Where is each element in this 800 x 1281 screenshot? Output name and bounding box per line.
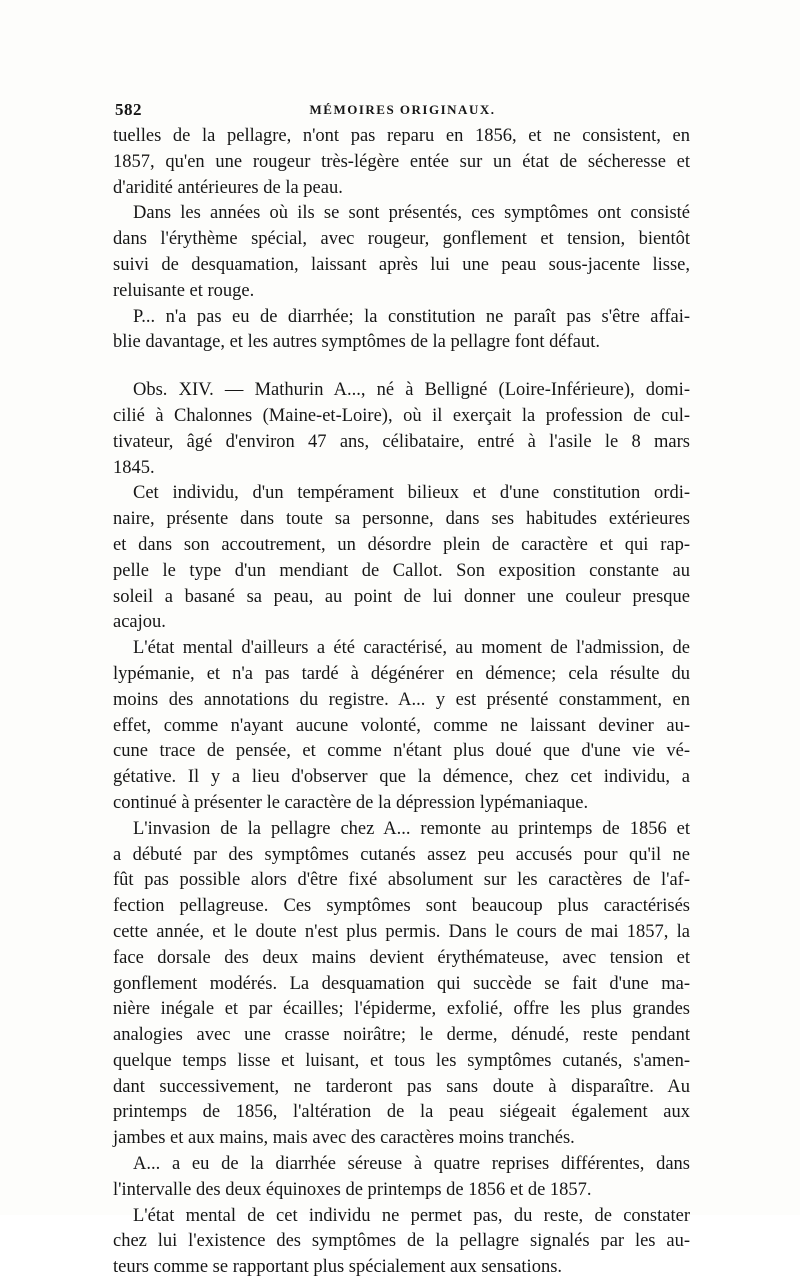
- page-number: 582: [115, 100, 142, 119]
- paragraph: [113, 817, 690, 1152]
- text-line: soleil a basané sa peau, au point de lui donner une couleur presque: [113, 586, 690, 607]
- text-line: P... n'a pas eu de diarrhée; la constitution ne paraît pas s'être affai-: [133, 306, 690, 327]
- section-gap: [113, 356, 690, 378]
- text-line: Obs. XIV. — Mathurin A..., né à Belligné (Loire-Inférieure), domi-: [133, 380, 690, 401]
- paragraph: [113, 1204, 690, 1281]
- running-head: [115, 100, 690, 122]
- text-line: A... a eu de la diarrhée séreuse à quatre reprises différentes, dans: [133, 1154, 690, 1175]
- text-line: cette année, et le doute n'est plus permis. Dans le cours de mai 1857, la: [113, 921, 690, 942]
- text-line: L'invasion de la pellagre chez A... remonte au printemps de 1856 et: [133, 818, 690, 839]
- text-line: gonflement modérés. La desquamation qui succède se fait d'une ma-: [113, 973, 690, 994]
- text-line: d'aridité antérieures de la peau.: [113, 177, 343, 198]
- text-line: gétative. Il y a lieu d'observer que la démence, chez cet individu, a: [113, 767, 690, 788]
- text-line: nière inégale et par écailles; l'épiderme, exfolié, offre les plus grandes: [113, 999, 690, 1020]
- text-line: et dans son accoutrement, un désordre plein de caractère et qui rap-: [113, 534, 690, 555]
- text-line: naire, présente dans toute sa personne, dans ses habitudes extérieures: [113, 509, 690, 530]
- running-title: MÉMOIRES ORIGINAUX.: [309, 102, 496, 117]
- text-line: dant successivement, ne tarderont pas sans doute à disparaître. Au: [113, 1076, 690, 1097]
- text-line: tivateur, âgé d'environ 47 ans, célibataire, entré à l'asile le 8 mars: [113, 431, 690, 452]
- text-line: L'état mental de cet individu ne permet pas, du reste, de constater: [133, 1205, 690, 1226]
- text-line: continué à présenter le caractère de la dépression lypémaniaque.: [113, 792, 589, 813]
- paragraph: [113, 481, 690, 636]
- text-line: l'intervalle des deux équinoxes de printemps de 1856 et de 1857.: [113, 1179, 592, 1200]
- paragraph: [113, 1152, 690, 1204]
- text-line: face dorsale des deux mains devient érythémateuse, avec tension et: [113, 947, 690, 968]
- text-line: suivi de desquamation, laissant après lui une peau sous-jacente lisse,: [113, 254, 690, 275]
- text-line: fection pellagreuse. Ces symptômes sont beaucoup plus caractérisés: [113, 896, 690, 917]
- paragraph: [113, 124, 690, 201]
- text-line: 1857, qu'en une rougeur très-légère entée sur un état de sécheresse et: [113, 151, 690, 172]
- paragraph: [113, 201, 690, 304]
- text-line: cilié à Chalonnes (Maine-et-Loire), où il exerçait la profession de cul-: [113, 405, 690, 426]
- text-line: blie davantage, et les autres symptômes de la pellagre font défaut.: [113, 332, 600, 353]
- text-line: moins des annotations du registre. A... y est présenté constamment, en: [113, 689, 690, 710]
- text-line: fût pas possible alors d'être fixé absolument sur les caractères de l'af-: [113, 870, 690, 891]
- text-line: L'état mental d'ailleurs a été caractérisé, au moment de l'admission, de: [133, 638, 690, 659]
- text-line: pelle le type d'un mendiant de Callot. Son exposition constante au: [113, 560, 690, 581]
- text-line: Cet individu, d'un tempérament bilieux et d'une constitution ordi-: [133, 483, 690, 504]
- paragraph: [113, 636, 690, 817]
- text-line: teurs comme se rapportant plus spécialement aux sensations.: [113, 1257, 563, 1278]
- text-line: tuelles de la pellagre, n'ont pas reparu en 1856, et ne consistent, en: [113, 126, 690, 146]
- observation-paragraph: [113, 378, 690, 481]
- text-line: chez lui l'existence des symptômes de la pellagre signalés par les au-: [113, 1231, 690, 1252]
- text-line: quelque temps lisse et luisant, et tous les symptômes cutanés, s'amen-: [113, 1050, 690, 1071]
- text-line: analogies avec une crasse noirâtre; le derme, dénudé, reste pendant: [113, 1025, 690, 1046]
- paragraph: [113, 305, 690, 357]
- text-line: acajou.: [113, 612, 166, 633]
- text-line: cune trace de pensée, et comme n'étant plus doué que d'une vie vé-: [113, 741, 690, 762]
- text-line: jambes et aux mains, mais avec des caractères moins tranchés.: [113, 1128, 575, 1149]
- text-line: lypémanie, et n'a pas tardé à dégénérer en démence; cela résulte du: [113, 663, 690, 684]
- text-line: effet, comme n'ayant aucune volonté, comme ne laissant deviner au-: [113, 715, 690, 736]
- text-line: a débuté par des symptômes cutanés assez peu accusés pour qu'il ne: [113, 844, 690, 865]
- text-line: dans l'érythème spécial, avec rougeur, gonflement et tension, bientôt: [113, 229, 690, 250]
- text-line: Dans les années où ils se sont présentés, ces symptômes ont consisté: [133, 203, 690, 224]
- body-text: [113, 124, 690, 1281]
- text-line: 1845.: [113, 457, 155, 478]
- text-line: reluisante et rouge.: [113, 280, 255, 301]
- text-line: printemps de 1856, l'altération de la peau siégeait également aux: [113, 1102, 690, 1123]
